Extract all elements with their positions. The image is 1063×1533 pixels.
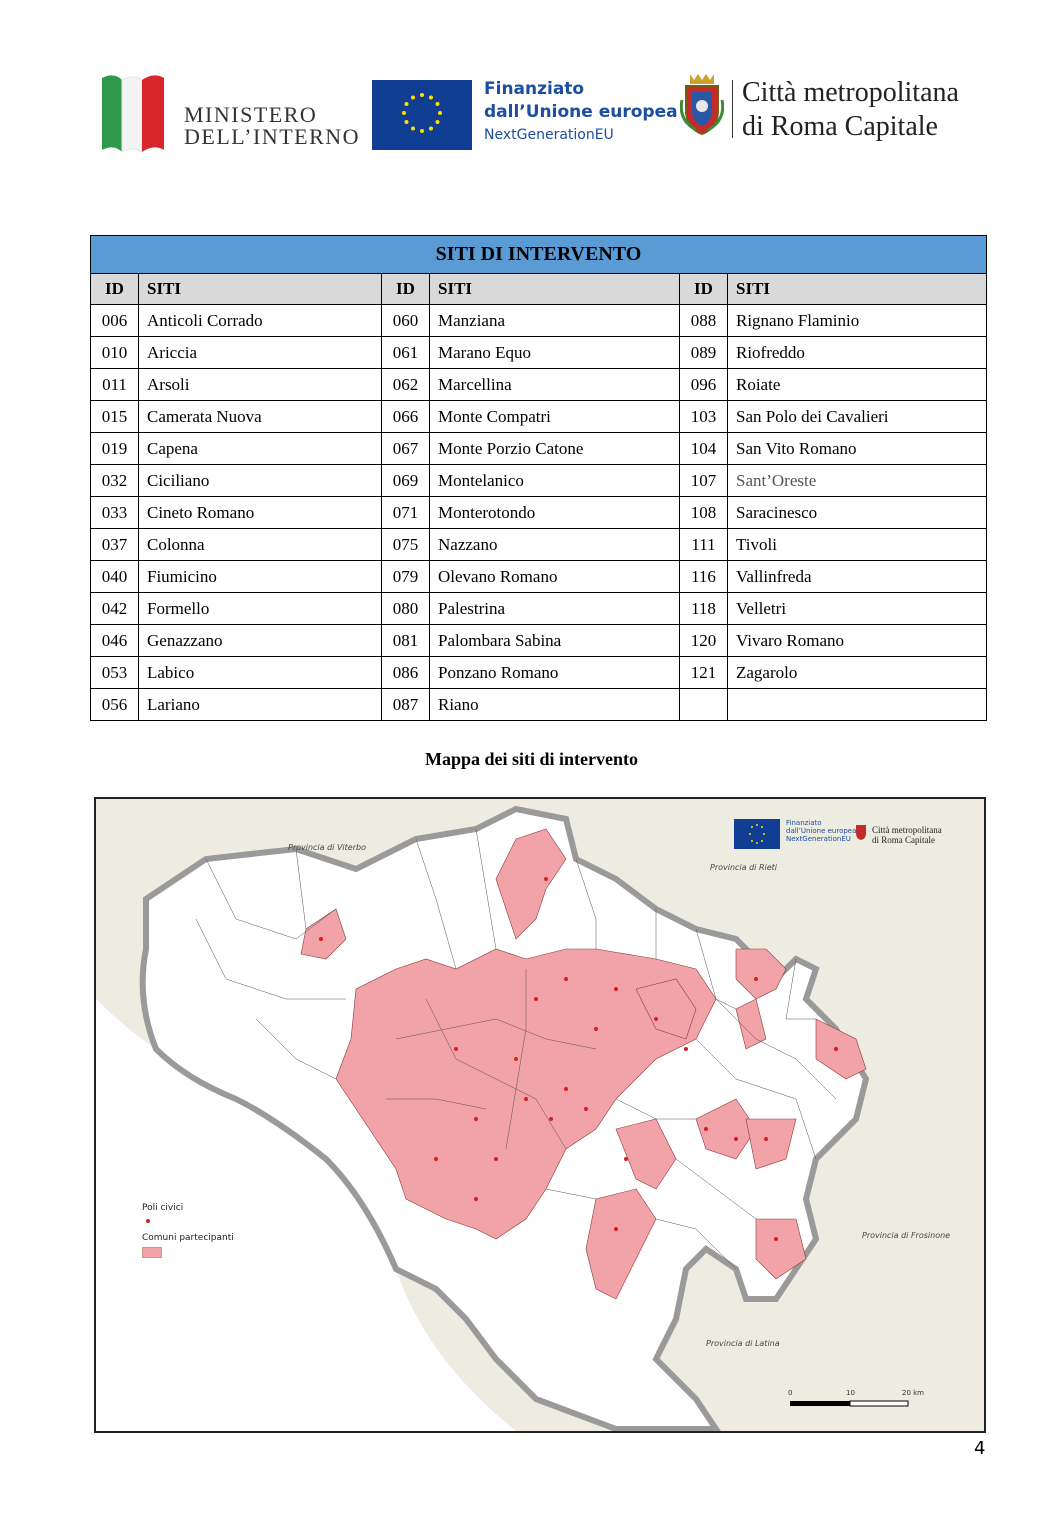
site-name-cell: Palestrina	[430, 593, 680, 625]
site-name-cell: Genazzano	[139, 625, 382, 657]
ministero-logo-text	[184, 104, 360, 148]
site-id-cell: 010	[91, 337, 139, 369]
site-id-cell: 037	[91, 529, 139, 561]
ministero-line2: DELL’INTERNO	[184, 124, 361, 149]
site-id-cell: 019	[91, 433, 139, 465]
map-eu-line3: NextGenerationEU	[786, 835, 851, 843]
table-header-row	[91, 274, 987, 305]
site-name-cell: Camerata Nuova	[139, 401, 382, 433]
sites-table	[90, 235, 987, 721]
site-id-cell	[680, 689, 728, 721]
column-header-id: ID	[382, 274, 430, 305]
table-row	[91, 593, 987, 625]
site-name-cell: Anticoli Corrado	[139, 305, 382, 337]
table-row	[91, 337, 987, 369]
site-name-cell: Ponzano Romano	[430, 657, 680, 689]
site-name-cell: San Polo dei Cavalieri	[728, 401, 987, 433]
site-name-cell: Roiate	[728, 369, 987, 401]
site-id-cell: 096	[680, 369, 728, 401]
site-id-cell: 120	[680, 625, 728, 657]
table-row	[91, 465, 987, 497]
map-eu-line2: dall’Unione europea	[786, 827, 857, 835]
site-id-cell: 075	[382, 529, 430, 561]
legend-poli-dot	[146, 1219, 150, 1223]
site-id-cell: 067	[382, 433, 430, 465]
site-id-cell: 069	[382, 465, 430, 497]
table-row	[91, 561, 987, 593]
site-name-cell: Arsoli	[139, 369, 382, 401]
map-cm-line1: Città metropolitana	[872, 825, 942, 835]
map-cm-text	[872, 825, 942, 845]
site-id-cell: 032	[91, 465, 139, 497]
site-name-cell: Rignano Flaminio	[728, 305, 987, 337]
table-row	[91, 657, 987, 689]
site-name-cell: Ciciliano	[139, 465, 382, 497]
map-caption: Mappa dei siti di intervento	[424, 749, 638, 769]
site-name-cell: Riofreddo	[728, 337, 987, 369]
site-id-cell: 042	[91, 593, 139, 625]
site-id-cell: 011	[91, 369, 139, 401]
site-name-cell: San Vito Romano	[728, 433, 987, 465]
site-id-cell: 015	[91, 401, 139, 433]
site-id-cell: 088	[680, 305, 728, 337]
table-row	[91, 689, 987, 721]
site-id-cell: 104	[680, 433, 728, 465]
ministero-line1: MINISTERO	[184, 102, 318, 127]
cm-line2: di Roma Capitale	[742, 111, 938, 142]
eu-flag-icon	[372, 80, 472, 150]
site-id-cell: 108	[680, 497, 728, 529]
site-name-cell: Monte Compatri	[430, 401, 680, 433]
document-header	[0, 0, 1063, 170]
site-id-cell: 118	[680, 593, 728, 625]
site-name-cell: Vallinfreda	[728, 561, 987, 593]
site-id-cell: 062	[382, 369, 430, 401]
site-name-cell: Tivoli	[728, 529, 987, 561]
site-name-cell: Manziana	[430, 305, 680, 337]
italian-flag-icon	[100, 72, 166, 154]
legend-comuni-label: Comuni partecipanti	[142, 1233, 234, 1243]
site-id-cell: 087	[382, 689, 430, 721]
site-id-cell: 079	[382, 561, 430, 593]
site-id-cell: 061	[382, 337, 430, 369]
site-id-cell: 040	[91, 561, 139, 593]
site-name-cell: Ariccia	[139, 337, 382, 369]
site-name-cell: Lariano	[139, 689, 382, 721]
citta-metropolitana-logo-text	[742, 76, 959, 144]
scale-label-20: 20 km	[902, 1389, 925, 1397]
table-row	[91, 369, 987, 401]
eu-funding-text	[484, 78, 678, 146]
label-viterbo: Provincia di Viterbo	[288, 843, 366, 852]
page-number: 4	[974, 1438, 986, 1459]
site-id-cell: 107	[680, 465, 728, 497]
site-id-cell: 053	[91, 657, 139, 689]
site-name-cell: Montelanico	[430, 465, 680, 497]
site-id-cell: 056	[91, 689, 139, 721]
site-name-cell: Olevano Romano	[430, 561, 680, 593]
legend-poli-label: Poli civici	[142, 1203, 184, 1213]
site-name-cell: Saracinesco	[728, 497, 987, 529]
site-id-cell: 089	[680, 337, 728, 369]
site-id-cell: 033	[91, 497, 139, 529]
eu-line2: dall’Unione europea	[484, 102, 678, 122]
label-frosinone: Provincia di Frosinone	[862, 1231, 951, 1240]
table-row	[91, 529, 987, 561]
site-name-cell: Colonna	[139, 529, 382, 561]
site-name-cell: Zagarolo	[728, 657, 987, 689]
map-crest-icon	[854, 821, 868, 841]
column-header-id: ID	[91, 274, 139, 305]
map-drawing	[96, 799, 984, 1431]
label-rieti: Provincia di Rieti	[710, 863, 778, 872]
map-eu-text	[786, 819, 856, 843]
site-name-cell: Cineto Romano	[139, 497, 382, 529]
site-name-cell: Nazzano	[430, 529, 680, 561]
map-eu-flag-icon	[734, 819, 780, 849]
site-id-cell: 086	[382, 657, 430, 689]
site-name-cell: Capena	[139, 433, 382, 465]
scale-label-0: 0	[788, 1389, 793, 1397]
site-id-cell: 071	[382, 497, 430, 529]
site-name-cell: Monterotondo	[430, 497, 680, 529]
site-name-cell: Riano	[430, 689, 680, 721]
eu-line1: Finanziato	[484, 79, 585, 99]
scale-bar	[790, 1401, 908, 1406]
site-id-cell: 081	[382, 625, 430, 657]
logo-divider	[732, 80, 733, 138]
map-cm-line2: di Roma Capitale	[872, 835, 935, 845]
map-eu-line1: Finanziato	[786, 819, 822, 827]
site-name-cell: Labico	[139, 657, 382, 689]
site-id-cell: 066	[382, 401, 430, 433]
site-id-cell: 111	[680, 529, 728, 561]
site-name-cell: Fiumicino	[139, 561, 382, 593]
column-header-siti: SITI	[139, 274, 382, 305]
table-row	[91, 305, 987, 337]
column-header-siti: SITI	[728, 274, 987, 305]
table-row	[91, 625, 987, 657]
site-name-cell: Marcellina	[430, 369, 680, 401]
site-id-cell: 046	[91, 625, 139, 657]
site-name-cell	[728, 689, 987, 721]
table-row	[91, 497, 987, 529]
site-name-cell: Formello	[139, 593, 382, 625]
site-id-cell: 103	[680, 401, 728, 433]
citta-metropolitana-crest-icon	[680, 70, 724, 136]
table-title: SITI DI INTERVENTO	[91, 236, 987, 274]
label-latina: Provincia di Latina	[706, 1339, 780, 1348]
site-id-cell: 116	[680, 561, 728, 593]
scale-label-10: 10	[846, 1389, 855, 1397]
site-name-cell: Velletri	[728, 593, 987, 625]
legend-comuni-swatch	[142, 1247, 162, 1258]
site-id-cell: 006	[91, 305, 139, 337]
table-row	[91, 433, 987, 465]
site-id-cell: 121	[680, 657, 728, 689]
column-header-siti: SITI	[430, 274, 680, 305]
site-name-cell: Marano Equo	[430, 337, 680, 369]
site-name-cell: Palombara Sabina	[430, 625, 680, 657]
column-header-id: ID	[680, 274, 728, 305]
table-body	[91, 305, 987, 721]
site-id-cell: 080	[382, 593, 430, 625]
eu-line3: NextGenerationEU	[484, 127, 614, 143]
site-name-cell: Vivaro Romano	[728, 625, 987, 657]
cm-line1: Città metropolitana	[742, 77, 959, 108]
site-name-cell: Sant’Oreste	[728, 465, 987, 497]
site-id-cell: 060	[382, 305, 430, 337]
site-name-cell: Monte Porzio Catone	[430, 433, 680, 465]
sites-map	[94, 797, 986, 1433]
table-row	[91, 401, 987, 433]
